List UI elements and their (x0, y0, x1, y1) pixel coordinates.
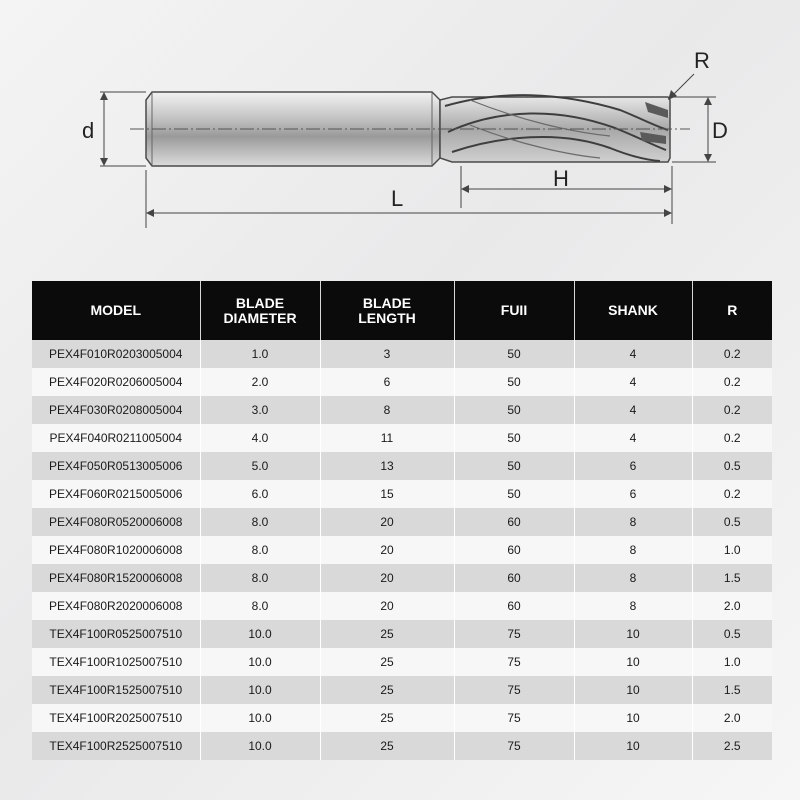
cell-full: 50 (454, 452, 574, 480)
header-blade-length-line2: LENGTH (358, 309, 416, 326)
table-row (32, 480, 772, 508)
table-row (32, 620, 772, 648)
cell-model: PEX4F080R1020006008 (32, 536, 200, 564)
cell-shank: 10 (574, 648, 692, 676)
cell-blade-length: 25 (320, 648, 454, 676)
blade-length-label: H (553, 166, 569, 191)
cell-blade-diameter: 10.0 (200, 732, 320, 760)
table-header-row (32, 281, 772, 340)
cell-blade-diameter: 10.0 (200, 648, 320, 676)
cell-r: 2.0 (692, 704, 772, 732)
cell-model: PEX4F080R2020006008 (32, 592, 200, 620)
header-blade-length-line1: BLADE (362, 294, 412, 311)
cell-shank: 10 (574, 704, 692, 732)
cell-model: TEX4F100R2025007510 (32, 704, 200, 732)
total-length-label: L (391, 186, 404, 211)
cell-blade-length: 8 (320, 396, 454, 424)
cell-full: 50 (454, 480, 574, 508)
cell-r: 0.2 (692, 368, 772, 396)
cell-blade-length: 13 (320, 452, 454, 480)
cell-full: 75 (454, 676, 574, 704)
cell-blade-length: 6 (320, 368, 454, 396)
shank-diameter-label: d (82, 118, 95, 143)
table-body (32, 340, 772, 760)
header-shank: SHANK (574, 281, 692, 340)
cell-blade-diameter: 8.0 (200, 592, 320, 620)
cell-r: 1.5 (692, 676, 772, 704)
cell-full: 60 (454, 564, 574, 592)
cell-shank: 4 (574, 396, 692, 424)
header-blade-diameter-line2: DIAMETER (223, 309, 297, 326)
cell-full: 60 (454, 536, 574, 564)
table-row (32, 704, 772, 732)
cell-full: 50 (454, 368, 574, 396)
header-model: MODEL (32, 281, 200, 340)
cell-blade-length: 20 (320, 592, 454, 620)
cell-r: 0.2 (692, 396, 772, 424)
cell-blade-length: 15 (320, 480, 454, 508)
table-row (32, 368, 772, 396)
cell-model: PEX4F010R0203005004 (32, 340, 200, 368)
table-row (32, 340, 772, 368)
cell-r: 1.0 (692, 536, 772, 564)
cell-full: 75 (454, 620, 574, 648)
blade-diameter-dimension (672, 97, 716, 162)
header-r: R (692, 281, 772, 340)
cell-model: PEX4F020R0206005004 (32, 368, 200, 396)
cell-r: 0.2 (692, 480, 772, 508)
cell-full: 50 (454, 396, 574, 424)
header-blade-diameter-line1: BLADE (235, 294, 285, 311)
cell-r: 0.5 (692, 508, 772, 536)
cell-model: PEX4F030R0208005004 (32, 396, 200, 424)
table-row (32, 648, 772, 676)
cell-full: 60 (454, 592, 574, 620)
cell-blade-length: 25 (320, 732, 454, 760)
cell-full: 75 (454, 648, 574, 676)
table-row (32, 676, 772, 704)
cell-blade-diameter: 1.0 (200, 340, 320, 368)
cell-shank: 4 (574, 368, 692, 396)
corner-radius-label: R (694, 48, 710, 73)
cell-blade-diameter: 8.0 (200, 508, 320, 536)
cell-r: 0.5 (692, 452, 772, 480)
cell-blade-diameter: 10.0 (200, 704, 320, 732)
end-mill-diagram (0, 0, 800, 270)
table-row (32, 508, 772, 536)
cell-blade-diameter: 10.0 (200, 676, 320, 704)
cell-model: TEX4F100R1025007510 (32, 648, 200, 676)
cell-blade-diameter: 3.0 (200, 396, 320, 424)
cell-model: PEX4F050R0513005006 (32, 452, 200, 480)
spec-table (32, 281, 772, 760)
cell-blade-diameter: 6.0 (200, 480, 320, 508)
header-full: FUII (454, 281, 574, 340)
cell-blade-diameter: 4.0 (200, 424, 320, 452)
cell-full: 50 (454, 424, 574, 452)
cell-full: 60 (454, 508, 574, 536)
header-blade-diameter (200, 281, 320, 340)
cell-shank: 8 (574, 508, 692, 536)
cell-blade-length: 11 (320, 424, 454, 452)
cell-blade-length: 20 (320, 508, 454, 536)
cell-model: PEX4F080R1520006008 (32, 564, 200, 592)
cell-model: TEX4F100R2525007510 (32, 732, 200, 760)
cell-blade-diameter: 10.0 (200, 620, 320, 648)
cell-shank: 6 (574, 480, 692, 508)
cell-model: TEX4F100R1525007510 (32, 676, 200, 704)
cell-r: 1.5 (692, 564, 772, 592)
table-row (32, 564, 772, 592)
cell-blade-length: 20 (320, 564, 454, 592)
cell-model: TEX4F100R0525007510 (32, 620, 200, 648)
cell-model: PEX4F040R0211005004 (32, 424, 200, 452)
table-row (32, 396, 772, 424)
cell-blade-length: 25 (320, 676, 454, 704)
table-row (32, 536, 772, 564)
cell-shank: 6 (574, 452, 692, 480)
cell-model: PEX4F060R0215005006 (32, 480, 200, 508)
corner-radius-pointer (668, 74, 694, 100)
cell-shank: 8 (574, 564, 692, 592)
cell-full: 75 (454, 704, 574, 732)
cell-blade-length: 25 (320, 704, 454, 732)
cell-blade-diameter: 5.0 (200, 452, 320, 480)
cell-shank: 4 (574, 424, 692, 452)
cell-r: 0.5 (692, 620, 772, 648)
cell-r: 2.5 (692, 732, 772, 760)
cell-r: 1.0 (692, 648, 772, 676)
cell-shank: 8 (574, 536, 692, 564)
cell-r: 0.2 (692, 424, 772, 452)
cell-r: 0.2 (692, 340, 772, 368)
table-row (32, 592, 772, 620)
cell-blade-length: 3 (320, 340, 454, 368)
cell-blade-diameter: 2.0 (200, 368, 320, 396)
table-row (32, 452, 772, 480)
total-length-dimension (146, 170, 672, 228)
cell-blade-length: 25 (320, 620, 454, 648)
cell-shank: 8 (574, 592, 692, 620)
cell-blade-diameter: 8.0 (200, 536, 320, 564)
cell-full: 50 (454, 340, 574, 368)
cell-blade-length: 20 (320, 536, 454, 564)
cell-shank: 10 (574, 676, 692, 704)
cell-blade-diameter: 8.0 (200, 564, 320, 592)
header-blade-length (320, 281, 454, 340)
cell-shank: 4 (574, 340, 692, 368)
cell-full: 75 (454, 732, 574, 760)
cell-shank: 10 (574, 620, 692, 648)
cell-shank: 10 (574, 732, 692, 760)
cell-r: 2.0 (692, 592, 772, 620)
cell-model: PEX4F080R0520006008 (32, 508, 200, 536)
blade-diameter-label: D (712, 118, 728, 143)
table-row (32, 732, 772, 760)
table-row (32, 424, 772, 452)
